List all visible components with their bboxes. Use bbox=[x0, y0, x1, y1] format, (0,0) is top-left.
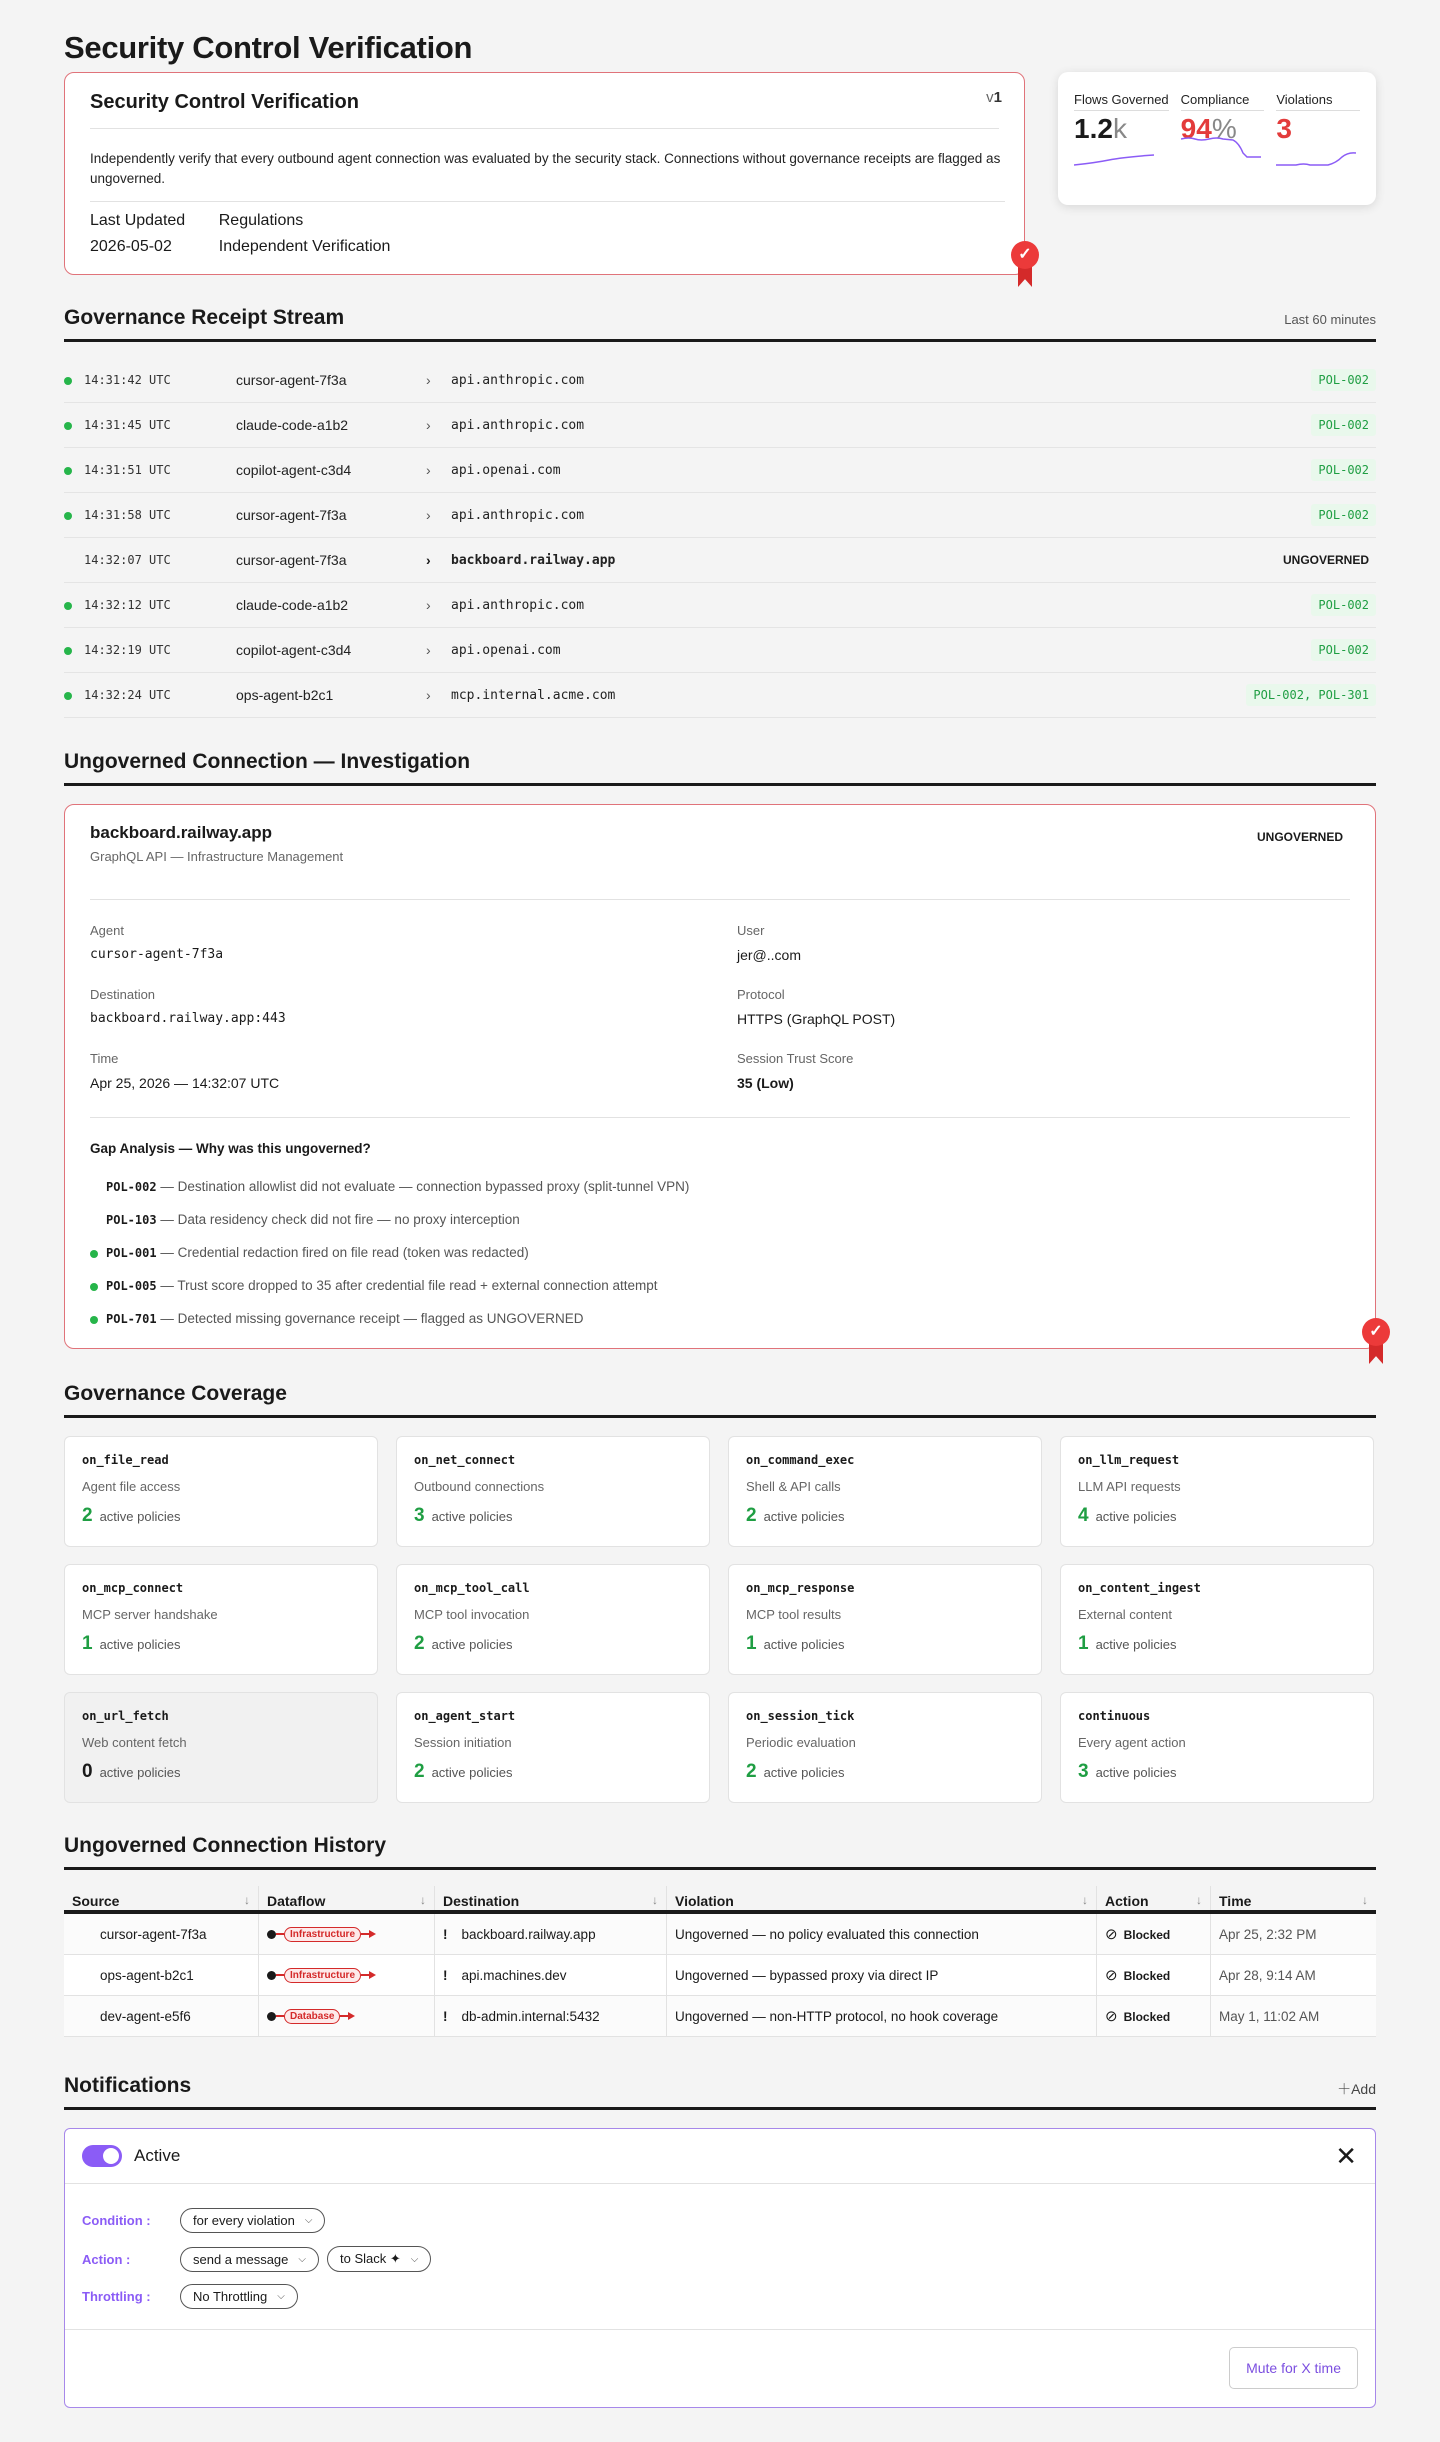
stream-row[interactable]: 14:32:24 UTC ops-agent-b2c1 › mcp.internal.acme.com POL-002, POL-301 bbox=[64, 673, 1376, 718]
sort-icon: ↓ bbox=[1196, 1893, 1202, 1907]
ungoverned-badge: UNGOVERNED bbox=[1282, 553, 1369, 567]
arrow-right-icon bbox=[369, 1971, 376, 1979]
field-protocol: Protocol HTTPS (GraphQL POST) bbox=[737, 987, 896, 1027]
coverage-header bbox=[64, 1382, 1376, 1418]
sort-icon: ↓ bbox=[652, 1893, 658, 1907]
meta-header-updated: Last Updated bbox=[90, 212, 186, 229]
chevron-right-icon: › bbox=[426, 642, 431, 658]
dataflow-diagram: Infrastructure bbox=[267, 1927, 376, 1942]
stream-row[interactable]: 14:31:42 UTC cursor-agent-7f3a › api.anthropic.com POL-002 bbox=[64, 358, 1376, 403]
history-table bbox=[64, 1886, 1376, 2037]
active-label: Active bbox=[134, 2146, 181, 2165]
page-title: Security Control Verification bbox=[64, 30, 473, 65]
stream-row[interactable]: 14:31:51 UTC copilot-agent-c3d4 › api.openai.com POL-002 bbox=[64, 448, 1376, 493]
stream-header bbox=[64, 306, 1376, 342]
dataflow-diagram: Infrastructure bbox=[267, 1968, 376, 1983]
investigation-header bbox=[64, 750, 1376, 786]
stat-violations: Violations 3 bbox=[1276, 92, 1360, 185]
gap-item: POL-002 — Destination allowlist did not evaluate — connection bypassed proxy (split-tunnel VPN) bbox=[106, 1179, 690, 1194]
stream-row[interactable]: 14:32:19 UTC copilot-agent-c3d4 › api.openai.com POL-002 bbox=[64, 628, 1376, 673]
investigation-title: Ungoverned Connection — Investigation bbox=[64, 750, 471, 773]
notifications-header bbox=[64, 2074, 1376, 2110]
stat-compliance: Compliance 94% bbox=[1181, 92, 1265, 185]
stream-row-ungoverned[interactable]: 14:32:07 UTC cursor-agent-7f3a › backboard.railway.app UNGOVERNED bbox=[64, 538, 1376, 583]
chevron-right-icon: › bbox=[426, 417, 431, 433]
history-rows bbox=[64, 1914, 1376, 2037]
policy-badge: POL-002 bbox=[1311, 459, 1376, 481]
chevron-right-icon: › bbox=[426, 552, 431, 568]
action-row: Action : send a message ⌵ to Slack ✦ ⌵ bbox=[82, 2246, 439, 2272]
coverage-card[interactable]: on_llm_request LLM API requests 4 active policies bbox=[1060, 1436, 1374, 1547]
gap-item: POL-701 — Detected missing governance receipt — flagged as UNGOVERNED bbox=[90, 1311, 584, 1326]
coverage-card[interactable]: on_agent_start Session initiation 2 active policies bbox=[396, 1692, 710, 1803]
policy-badge: POL-002 bbox=[1311, 639, 1376, 661]
notification-rule-card bbox=[64, 2128, 1376, 2408]
notifications-title: Notifications bbox=[64, 2074, 192, 2097]
history-header bbox=[64, 1834, 1376, 1870]
arrow-right-icon bbox=[348, 2012, 355, 2020]
coverage-card[interactable]: on_net_connect Outbound connections 3 active policies bbox=[396, 1436, 710, 1547]
action-target-select[interactable]: to Slack ✦ ⌵ bbox=[327, 2246, 431, 2272]
coverage-card[interactable]: on_content_ingest External content 1 active policies bbox=[1060, 1564, 1374, 1675]
chevron-right-icon: › bbox=[426, 687, 431, 703]
stream-title: Governance Receipt Stream bbox=[64, 306, 345, 329]
fired-dot-icon bbox=[90, 1250, 98, 1258]
receipt-stream bbox=[64, 358, 1376, 718]
governed-dot-icon bbox=[64, 512, 72, 520]
compliance-sparkline bbox=[1181, 135, 1261, 159]
col-dataflow[interactable]: Dataflow ↓ bbox=[259, 1886, 435, 1910]
close-icon[interactable]: ✕ bbox=[1335, 2141, 1357, 2171]
verification-meta bbox=[90, 212, 410, 256]
throttling-row: Throttling : No Throttling ⌵ bbox=[82, 2284, 306, 2309]
stream-row[interactable]: 14:32:12 UTC claude-code-a1b2 › api.anthropic.com POL-002 bbox=[64, 583, 1376, 628]
warning-icon: ! bbox=[443, 1926, 448, 1942]
gap-item: POL-001 — Credential redaction fired on file read (token was redacted) bbox=[90, 1245, 529, 1260]
chevron-right-icon: › bbox=[426, 597, 431, 613]
version-badge: v1 bbox=[986, 89, 1002, 106]
investigation-subtitle: GraphQL API — Infrastructure Management bbox=[90, 849, 344, 864]
verified-ribbon-icon: ✓ bbox=[1362, 1318, 1390, 1366]
coverage-card[interactable]: on_command_exec Shell & API calls 2 active policies bbox=[728, 1436, 1042, 1547]
history-title: Ungoverned Connection History bbox=[64, 1834, 387, 1857]
meta-header-regulations: Regulations bbox=[218, 212, 304, 229]
condition-select[interactable]: for every violation ⌵ bbox=[180, 2208, 325, 2233]
ungoverned-status-badge: UNGOVERNED bbox=[1256, 830, 1343, 844]
verification-title: Security Control Verification bbox=[90, 91, 999, 129]
coverage-card[interactable]: on_session_tick Periodic evaluation 2 active policies bbox=[728, 1692, 1042, 1803]
action-select[interactable]: send a message ⌵ bbox=[180, 2247, 319, 2272]
gap-analysis-title: Gap Analysis — Why was this ungoverned? bbox=[90, 1141, 371, 1156]
policy-badge: POL-002 bbox=[1311, 369, 1376, 391]
chevron-down-icon: ⌵ bbox=[298, 2253, 306, 2265]
investigation-host: backboard.railway.app bbox=[90, 823, 273, 842]
col-action[interactable]: Action ↓ bbox=[1097, 1886, 1211, 1910]
governed-dot-icon bbox=[64, 467, 72, 475]
throttling-select[interactable]: No Throttling ⌵ bbox=[180, 2284, 298, 2309]
governed-dot-icon bbox=[64, 377, 72, 385]
blocked-icon: ⊘ bbox=[1105, 2008, 1118, 2025]
field-time: Time Apr 25, 2026 — 14:32:07 UTC bbox=[90, 1051, 280, 1091]
flows-sparkline bbox=[1074, 147, 1154, 167]
coverage-card[interactable]: on_file_read Agent file access 2 active policies bbox=[64, 1436, 378, 1547]
coverage-card[interactable]: on_mcp_tool_call MCP tool invocation 2 active policies bbox=[396, 1564, 710, 1675]
fired-dot-icon bbox=[90, 1283, 98, 1291]
meta-value-updated: 2026-05-02 bbox=[90, 238, 172, 255]
sort-icon: ↓ bbox=[420, 1893, 426, 1907]
coverage-title: Governance Coverage bbox=[64, 1382, 287, 1405]
stat-flows-governed: Flows Governed 1.2k bbox=[1074, 92, 1169, 185]
policy-badge: POL-002 bbox=[1311, 414, 1376, 436]
stream-range[interactable]: Last 60 minutes bbox=[1284, 312, 1376, 327]
governed-dot-icon bbox=[64, 692, 72, 700]
table-row[interactable]: ops-agent-b2c1 Infrastructure ! api.machines.dev Ungoverned — bypassed proxy via direct IP ⊘ Blocked Apr 28, 9:14 AM bbox=[64, 1955, 1376, 1996]
coverage-card[interactable]: continuous Every agent action 3 active policies bbox=[1060, 1692, 1374, 1803]
investigation-card bbox=[64, 804, 1376, 1349]
sort-icon: ↓ bbox=[1362, 1893, 1368, 1907]
condition-row: Condition : for every violation ⌵ bbox=[82, 2208, 333, 2233]
policy-badge: POL-002 bbox=[1311, 594, 1376, 616]
gap-item: POL-103 — Data residency check did not fire — no proxy interception bbox=[106, 1212, 520, 1227]
blocked-icon: ⊘ bbox=[1105, 1926, 1118, 1943]
coverage-card[interactable]: on_mcp_response MCP tool results 1 active policies bbox=[728, 1564, 1042, 1675]
governed-dot-icon bbox=[64, 647, 72, 655]
chevron-down-icon: ⌵ bbox=[410, 2253, 419, 2265]
coverage-grid bbox=[64, 1436, 1376, 1803]
col-violation[interactable]: Violation ↓ bbox=[667, 1886, 1097, 1910]
violations-sparkline bbox=[1276, 147, 1356, 167]
col-time[interactable]: Time ↓ bbox=[1219, 1893, 1368, 1909]
chevron-down-icon: ⌵ bbox=[277, 2291, 285, 2302]
policy-badge: POL-002, POL-301 bbox=[1246, 684, 1376, 706]
blocked-icon: ⊘ bbox=[1105, 1967, 1118, 1984]
coverage-card[interactable]: on_mcp_connect MCP server handshake 1 active policies bbox=[64, 1564, 378, 1675]
chevron-right-icon: › bbox=[426, 507, 431, 523]
field-user: User jer@..com bbox=[737, 923, 801, 963]
active-toggle[interactable] bbox=[82, 2145, 122, 2167]
stats-card bbox=[1058, 72, 1376, 205]
fired-dot-icon bbox=[90, 1316, 98, 1324]
policy-badge: POL-002 bbox=[1311, 504, 1376, 526]
chevron-right-icon: › bbox=[426, 372, 431, 388]
arrow-right-icon bbox=[369, 1930, 376, 1938]
chevron-down-icon: ⌵ bbox=[304, 2215, 313, 2226]
warning-icon: ! bbox=[443, 1967, 448, 1983]
dataflow-diagram: Database bbox=[267, 2009, 355, 2024]
stream-row[interactable]: 14:31:58 UTC cursor-agent-7f3a › api.anthropic.com POL-002 bbox=[64, 493, 1376, 538]
history-table-header bbox=[64, 1886, 1376, 1914]
stream-row[interactable]: 14:31:45 UTC claude-code-a1b2 › api.anthropic.com POL-002 bbox=[64, 403, 1376, 448]
verified-ribbon-icon: ✓ bbox=[1011, 241, 1039, 289]
add-notification-button[interactable]: ＋Add bbox=[1337, 2081, 1376, 2097]
col-destination[interactable]: Destination ↓ bbox=[435, 1886, 667, 1910]
verification-card bbox=[64, 72, 1025, 275]
mute-button[interactable]: Mute for X time bbox=[1229, 2347, 1358, 2389]
gap-item: POL-005 — Trust score dropped to 35 after credential file read + external connection attempt bbox=[90, 1278, 657, 1293]
coverage-card-uncovered[interactable]: on_url_fetch Web content fetch 0 active policies bbox=[64, 1692, 378, 1803]
field-trust-score: Session Trust Score 35 (Low) bbox=[737, 1051, 854, 1091]
verification-description: Independently verify that every outbound agent connection was evaluated by the security stack. Connections without governance receipts are flagged as ungoverned. bbox=[90, 149, 1005, 202]
field-agent: Agent cursor-agent-7f3a bbox=[90, 923, 224, 962]
col-source[interactable]: Source ↓ bbox=[64, 1886, 259, 1910]
chevron-right-icon: › bbox=[426, 462, 431, 478]
meta-value-regulations: Independent Verification bbox=[218, 238, 391, 255]
governed-dot-icon bbox=[64, 602, 72, 610]
governed-dot-icon bbox=[64, 422, 72, 430]
plus-icon: ＋ bbox=[1337, 2081, 1352, 2097]
warning-icon: ! bbox=[443, 2008, 448, 2024]
table-row[interactable]: dev-agent-e5f6 Database ! db-admin.internal:5432 Ungoverned — non-HTTP protocol, no hook coverage ⊘ Blocked May 1, 11:02 AM bbox=[64, 1996, 1376, 2037]
table-row[interactable]: cursor-agent-7f3a Infrastructure ! backboard.railway.app Ungoverned — no policy evaluated this connection ⊘ Blocked Apr 25, 2:32 PM bbox=[64, 1914, 1376, 1955]
sort-icon: ↓ bbox=[1082, 1893, 1088, 1907]
sort-icon: ↓ bbox=[244, 1893, 250, 1907]
field-destination: Destination backboard.railway.app:443 bbox=[90, 987, 286, 1026]
